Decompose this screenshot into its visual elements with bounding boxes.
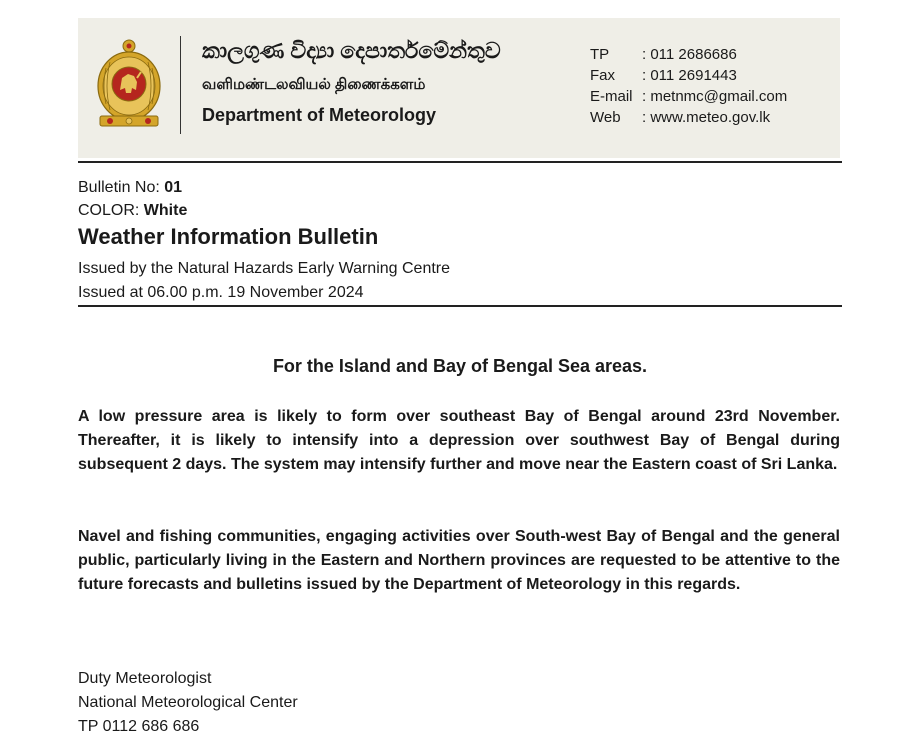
contact-label: TP	[590, 46, 610, 63]
contact-value: : 011 2691443	[642, 67, 737, 84]
issued-info	[78, 257, 450, 305]
bulletin-title: Weather Information Bulletin	[78, 224, 379, 249]
bulletin-number-label: Bulletin No:	[78, 179, 160, 196]
department-name-sinhala: කාලගුණ විද්‍යා දෙපාර්තමේන්තුව	[202, 38, 501, 63]
contact-value: : 011 2686686	[642, 46, 737, 63]
signature-center: National Meteorological Center	[78, 694, 298, 711]
signature-phone: TP 0112 686 686	[78, 718, 200, 735]
forecast-paragraph: A low pressure area is likely to form over southeast Bay of Bengal around 23rd November. Thereafter, it is likely to intensify into a depression over southwest Bay of Bengal during subsequent 2 days. The system may intensify further and move near the Eastern coast of Sri Lanka.	[78, 408, 840, 473]
contact-row-email	[590, 86, 787, 107]
issued-at: Issued at 06.00 p.m. 19 November 2024	[78, 284, 364, 301]
section-rule	[78, 305, 842, 307]
contact-block	[590, 44, 787, 128]
contact-value-website[interactable]: : www.meteo.gov.lk	[642, 109, 771, 126]
bulletin-number	[78, 176, 187, 199]
contact-label: E-mail	[590, 88, 633, 105]
signature-block	[78, 667, 298, 739]
contact-label: Web	[590, 109, 621, 126]
contact-row-fax	[590, 65, 787, 86]
bulletin-color-label: COLOR:	[78, 202, 140, 219]
signature-role: Duty Meteorologist	[78, 670, 212, 687]
contact-label: Fax	[590, 67, 616, 84]
issued-by: Issued by the Natural Hazards Early Warning Centre	[78, 260, 451, 277]
contact-row-web	[590, 107, 787, 128]
contact-row-phone	[590, 44, 787, 65]
department-name-tamil: வளிமண்டலவியல் திணைக்களம்	[202, 76, 426, 93]
letterhead-divider	[180, 36, 181, 134]
header-rule	[78, 161, 842, 163]
bulletin-number-value: 01	[164, 179, 183, 196]
letterhead	[78, 18, 840, 158]
section-heading: For the Island and Bay of Bengal Sea areas.	[272, 356, 648, 376]
bulletin-meta	[78, 176, 187, 222]
advisory-paragraph: Navel and fishing communities, engaging activities over South-west Bay of Bengal and the general public, particularly living in the Eastern and Northern provinces are requested to be attentive to the future forecasts and bulletins issued by the Department of Meteorology in this regards.	[78, 528, 840, 593]
bulletin-color-value: White	[143, 202, 188, 219]
contact-value-email[interactable]: : metnmc@gmail.com	[642, 88, 788, 105]
department-name-english: Department of Meteorology	[202, 105, 437, 125]
sri-lanka-emblem-icon	[96, 38, 162, 130]
bulletin-color	[78, 199, 187, 222]
